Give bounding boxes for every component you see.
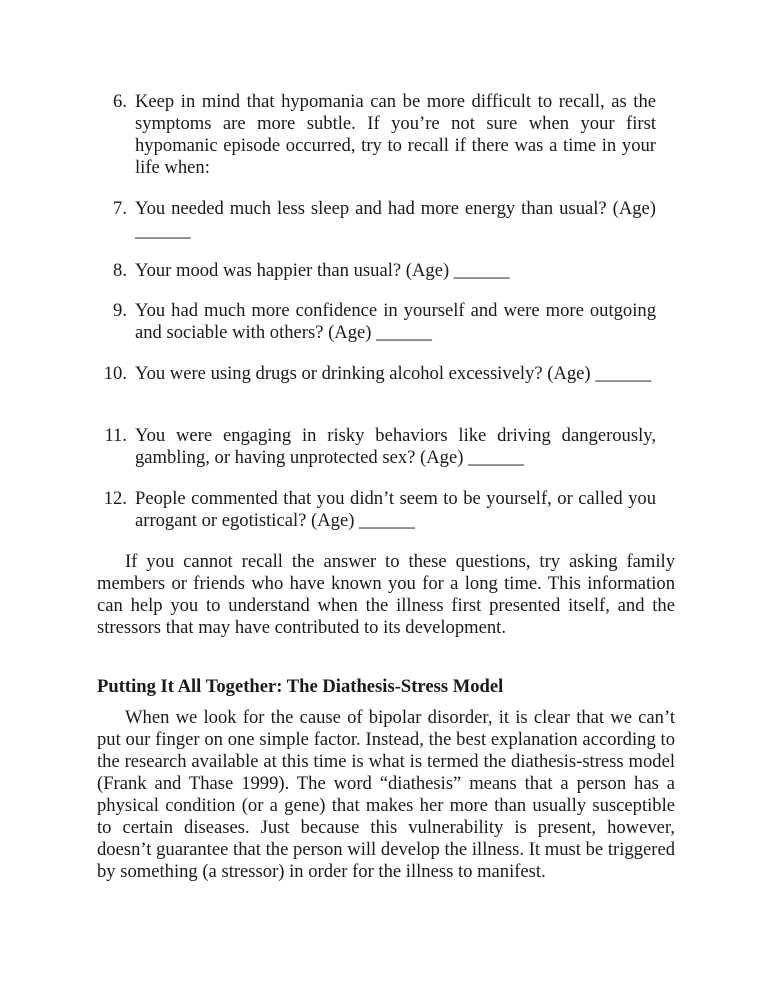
list-item-number: 9. [113,300,127,321]
section-heading: Putting It All Together: The Diathesis-Stress Model [97,676,504,697]
list-item-text: You had much more confidence in yourself and were more outgoing and sociable with others? (Age) ______ [135,300,656,343]
list-item-number: 7. [113,198,127,219]
list-item-text: Your mood was happier than usual? (Age) ______ [135,260,510,281]
list-item-text: You were engaging in risky behaviors like driving dangerously, gambling, or having unprotected sex? (Age) ______ [135,425,656,468]
list-item-number: 8. [113,260,127,281]
list-item-text: You needed much less sleep and had more energy than usual? (Age) ______ [135,198,656,241]
list-item-text: Keep in mind that hypomania can be more difficult to recall, as the symptoms are more subtle. If you’re not sure when your first hypomanic episode occurred, try to recall if there was a time in your life when: [135,91,656,178]
list-item-number: 12. [103,488,127,509]
list-item-text: People commented that you didn’t seem to be yourself, or called you arrogant or egotistical? (Age) ______ [135,488,656,531]
list-item-text: You were using drugs or drinking alcohol excessively? (Age) ______ [135,363,652,384]
list-item-number: 10. [103,363,127,384]
recall-paragraph: If you cannot recall the answer to these questions, try asking family members or friends who have known you for a long time. This information can help you to understand when the illness first presented itself, and the stressors that may have contributed to its development. [97,551,675,638]
list-item-number: 6. [113,91,127,112]
list-item-number: 11. [104,425,127,446]
body-paragraph: When we look for the cause of bipolar disorder, it is clear that we can’t put our finger on one simple factor. Instead, the best explanation according to the research available at this time is what is termed the diathesis-stress model (Frank and Thase 1999). The word “diathesis” means that a person has a physical condition (or a gene) that makes her more than usually susceptible to certain diseases. Just because this vulnerability is present, however, doesn’t guarantee that the person will develop the illness. It must be triggered by something (a stressor) in order for the illness to manifest. [97,707,675,882]
